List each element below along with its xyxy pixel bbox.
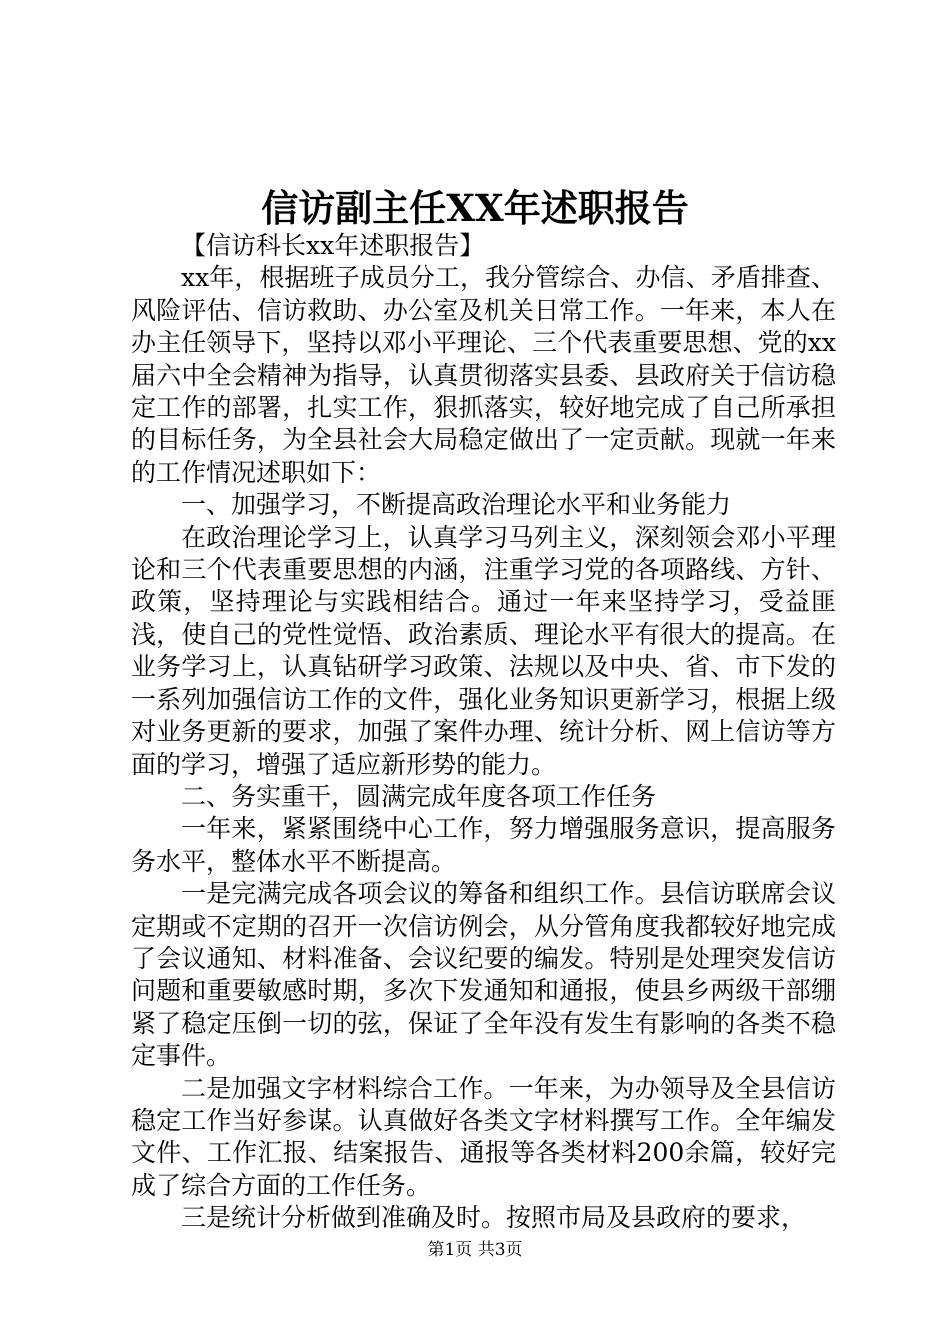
document-body (131, 230, 836, 1235)
paragraph-writing: 二是加强文字材料综合工作。一年来，为办领导及全县信访稳定工作当好参谋。认真做好各类文字材料撰写工作。全年编发文件、工作汇报、结案报告、通报等各类材料200余篇，较好完成了综合方面的工作任务。 (131, 1073, 836, 1200)
paragraph-subtitle: 【信访科长xx年述职报告】 (181, 231, 485, 260)
paragraph-meetings: 一是完满完成各项会议的筹备和组织工作。县信访联席会议定期或不定期的召开一次信访例会，从分管角度我都较好地完成了会议通知、材料准备、会议纪要的编发。特别是处理突发信访问题和重要敏感时期，多次下发通知和通报，使县乡两级干部绷紧了稳定压倒一切的弦，保证了全年没有发生有影响的各类不稳定事件。 (131, 879, 836, 1071)
paragraph-overview: 一年来，紧紧围绕中心工作，努力增强服务意识，提高服务务水平，整体水平不断提高。 (131, 814, 836, 876)
page-footer: 第1页 共3页 (427, 1240, 523, 1260)
section-heading-1: 一、加强学习，不断提高政治理论水平和业务能力 (181, 490, 732, 520)
paragraph-intro: xx年，根据班子成员分工，我分管综合、办信、矛盾排查、风险评估、信访救助、办公室及机关日常工作。一年来，本人在办主任领导下，坚持以邓小平理论、三个代表重要思想、党的xx届六中全会精神为指导，认真贯彻落实县委、县政府关于信访稳定工作的部署，扎实工作，狠抓落实，较好地完成了自己所承担的目标任务，为全县社会大局稳定做出了一定贡献。现就一年来的工作情况述职如下： (131, 263, 836, 487)
section-heading-2: 二、务实重干，圆满完成年度各项工作任务 (181, 781, 657, 811)
page-title: 信访副主任XX年述职报告 (261, 186, 689, 230)
paragraph-statistics: 三是统计分析做到准确及时。按照市局及县政府的要求， (181, 1203, 807, 1233)
paragraph-study: 在政治理论学习上，认真学习马列主义，深刻领会邓小平理论和三个代表重要思想的内涵，注重学习党的各项路线、方针、政策，坚持理论与实践相结合。通过一年来坚持学习，受益匪浅，使自己的党性觉悟、政治素质、理论水平有很大的提高。在业务学习上，认真钻研学习政策、法规以及中央、省、市下发的一系列加强信访工作的文件，强化业务知识更新学习，根据上级对业务更新的要求，加强了案件办理、统计分析、网上信访等方面的学习，增强了适应新形势的能力。 (131, 522, 836, 779)
